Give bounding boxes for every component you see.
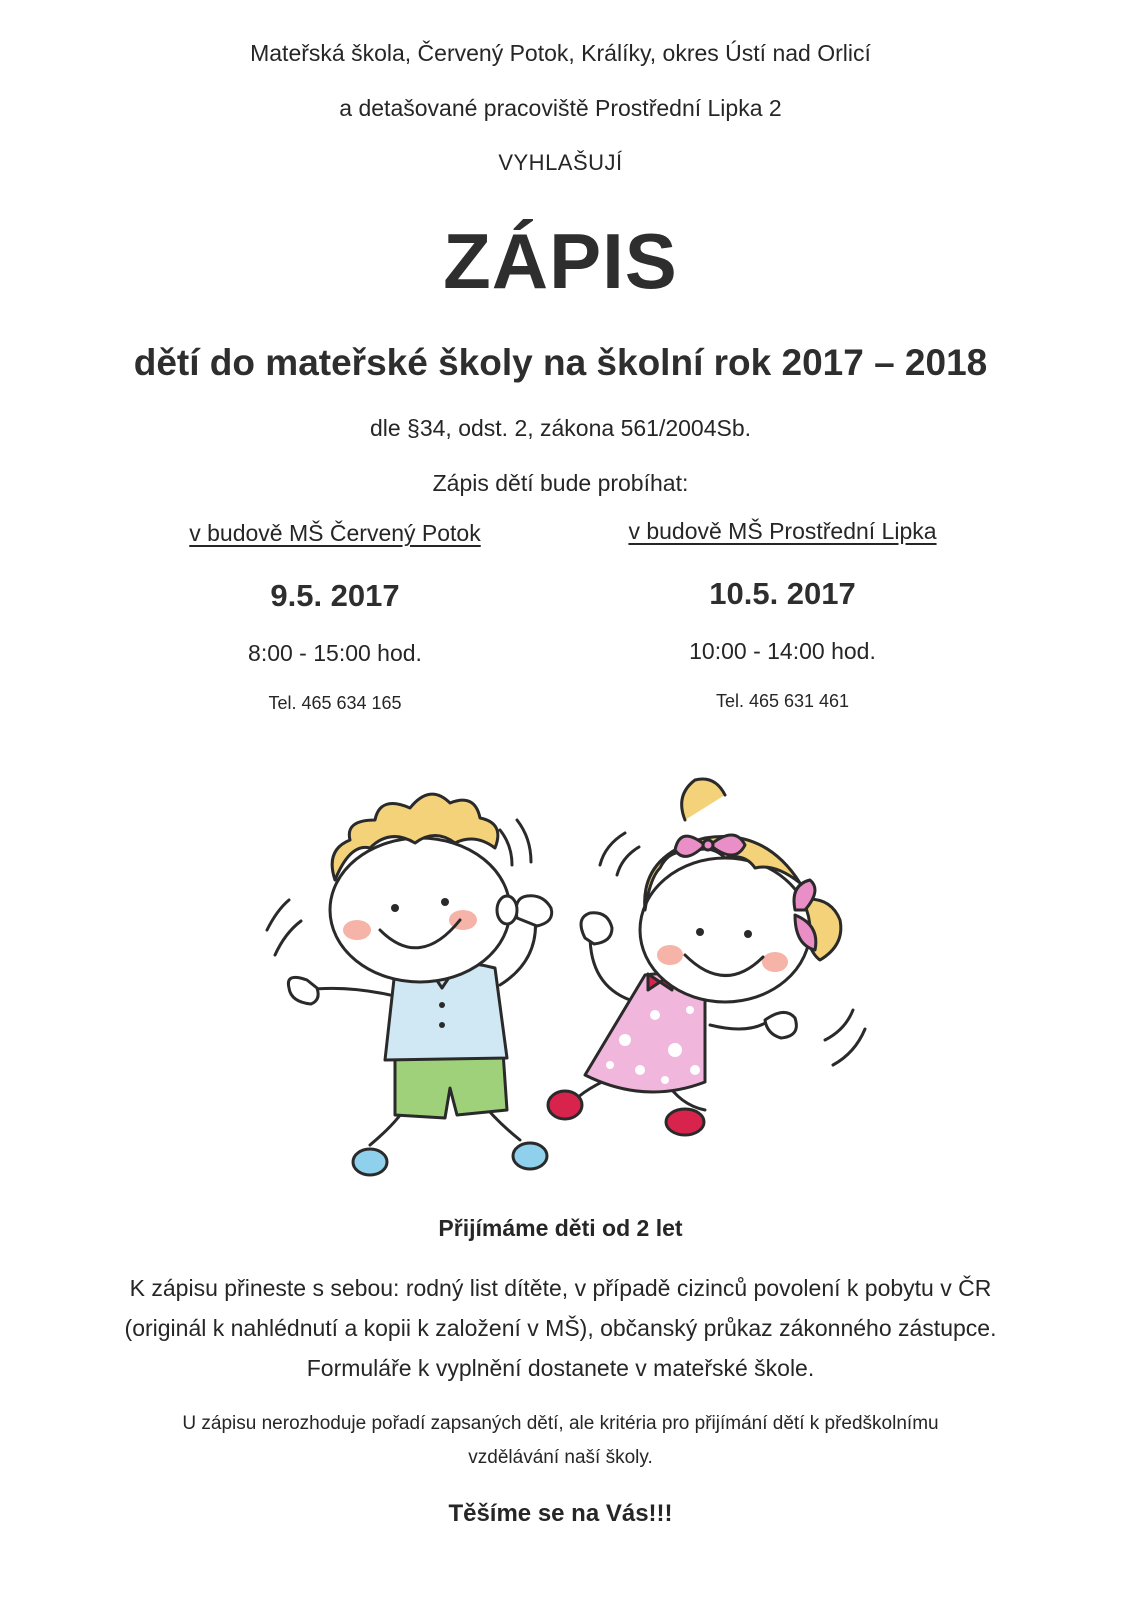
- school-name: Mateřská škola, Červený Potok, Králíky, okres Ústí nad Orlicí: [250, 40, 871, 66]
- location-hours: 8:00 - 15:00 hod.: [248, 640, 422, 666]
- documents-line-2: (originál k nahlédnutí a kopii k založení v MŠ), občanský průkaz zákonného zástupce.: [124, 1315, 997, 1341]
- location-date: 9.5. 2017: [270, 578, 400, 613]
- location-phone: Tel. 465 631 461: [715, 691, 850, 711]
- boy-figure: [267, 794, 552, 1175]
- law-reference: dle §34, odst. 2, zákona 561/2004Sb.: [369, 415, 752, 441]
- documents-line-3: Formuláře k vyplnění dostanete v mateřské škole.: [306, 1355, 815, 1381]
- branch-name: a detašované pracoviště Prostřední Lipka 2: [339, 95, 782, 121]
- criteria-note-line-1: U zápisu nerozhoduje pořadí zapsaných dětí, ale kritéria pro přijímání dětí k předškolnímu: [182, 1413, 939, 1434]
- intro-text: Zápis dětí bude probíhat:: [432, 470, 689, 496]
- location-date: 10.5. 2017: [709, 576, 856, 611]
- acceptance-age: Přijímáme děti od 2 let: [438, 1215, 683, 1241]
- location-place: v budově MŠ Červený Potok: [189, 520, 481, 546]
- children-illustration: [245, 770, 885, 1200]
- documents-line-1: K zápisu přineste s sebou: rodný list dítěte, v případě cizinců povolení k pobytu v ČR: [129, 1275, 992, 1301]
- location-hours: 10:00 - 14:00 hod.: [689, 638, 876, 664]
- criteria-note-line-2: vzdělávání naší školy.: [468, 1447, 653, 1468]
- girl-figure: [548, 779, 865, 1135]
- closing-text: Těšíme se na Vás!!!: [448, 1500, 673, 1527]
- announce-text: VYHLAŠUJÍ: [498, 150, 623, 175]
- location-place: v budově MŠ Prostřední Lipka: [628, 518, 937, 544]
- subtitle: dětí do mateřské školy na školní rok 2017 – 2018: [133, 342, 988, 383]
- page-title: ZÁPIS: [443, 217, 678, 305]
- location-phone: Tel. 465 634 165: [268, 693, 402, 713]
